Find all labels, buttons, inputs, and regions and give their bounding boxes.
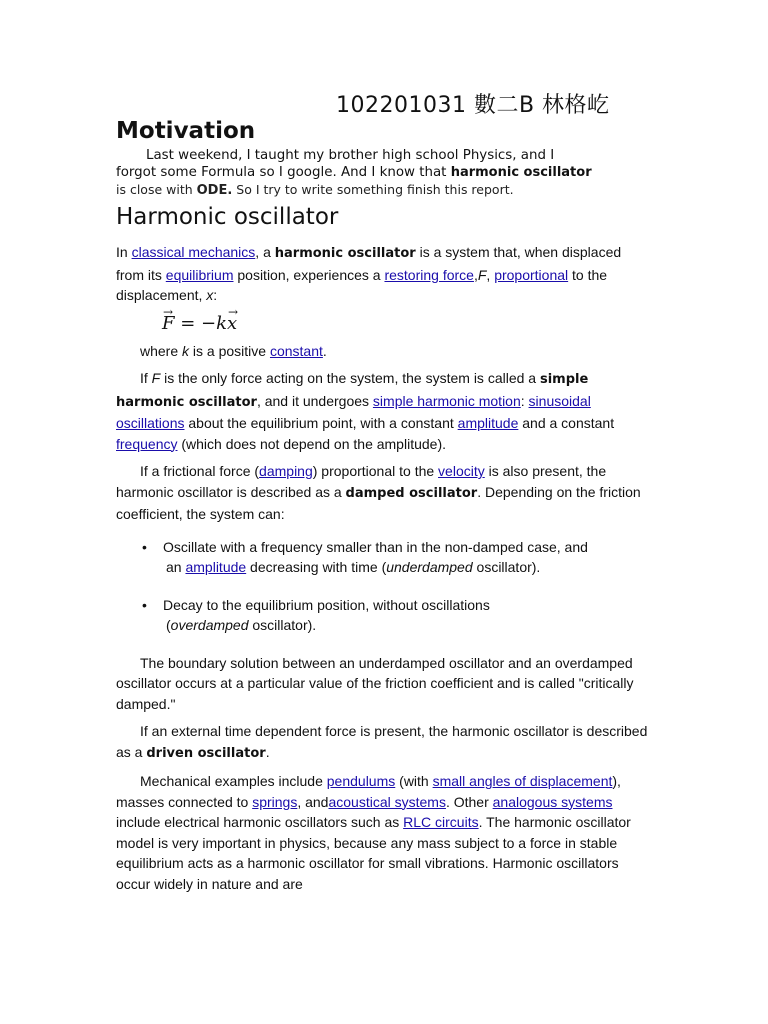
text: In <box>116 244 132 260</box>
link-oscillations[interactable]: oscillations <box>116 415 185 431</box>
text: , and <box>297 793 329 810</box>
italic-var: x <box>206 287 214 303</box>
text: is also present, the harmonic oscillator is described as a <box>116 463 607 500</box>
text: . <box>265 743 270 760</box>
link-restoring-force[interactable]: restoring force <box>384 266 474 283</box>
paragraph-damped <box>116 461 648 525</box>
bullet-icon: • <box>142 538 147 555</box>
motivation-line-3: is close with <box>116 182 197 197</box>
motivation-bold-term: harmonic oscillator <box>450 165 592 180</box>
link-small-angles[interactable]: small angles of displacement <box>432 773 613 789</box>
bold-term: harmonic oscillator <box>274 246 416 261</box>
motivation-ode: ODE. <box>196 183 233 198</box>
text: ), masses connected to <box>116 773 621 810</box>
bold-term: damped oscillator <box>345 485 478 501</box>
text: If an external time dependent force is present, the harmonic oscillator is described as a <box>116 723 648 760</box>
displacement-vector: → x <box>227 313 237 335</box>
text: Oscillate with a frequency smaller than in the non-damped case, and <box>163 538 588 555</box>
text: where <box>140 342 183 359</box>
italic-var: F <box>151 370 161 386</box>
spring-constant: k <box>216 312 228 334</box>
paragraph-definition <box>116 242 648 306</box>
text: include electrical harmonic oscillators such as <box>116 814 404 830</box>
bullet-icon: • <box>142 596 147 613</box>
text: is a positive <box>189 342 270 359</box>
hooke-equation <box>162 313 648 337</box>
link-rlc-circuits[interactable]: RLC circuits <box>403 814 479 830</box>
text: , <box>473 266 478 283</box>
text: If a frictional force ( <box>140 463 260 479</box>
motivation-paragraph <box>116 147 656 199</box>
motivation-line-1: Last weekend, I taught my brother high school Physics, and I <box>146 148 555 163</box>
text: an <box>166 559 186 575</box>
text: to the displacement, <box>116 266 608 303</box>
italic-term: underdamped <box>386 559 473 575</box>
paragraph-simple-harmonic <box>116 368 648 454</box>
text: Decay to the equilibrium position, without oscillations <box>163 596 490 613</box>
link-springs[interactable]: springs <box>252 793 298 810</box>
link-pendulums[interactable]: pendulums <box>326 773 396 789</box>
damping-cases-list <box>116 537 648 636</box>
text: . The harmonic oscillator model is very important in physics, because any mass subject to a force in stable equilibrium acts as a harmonic oscillator for small vibrations. Harmonic oscillators occur widely in nature and are <box>116 814 631 892</box>
bold-term: driven oscillator <box>146 745 266 761</box>
text: is a system that, when displaced from its <box>116 244 622 283</box>
text: and a constant <box>518 415 615 431</box>
link-equilibrium[interactable]: equilibrium <box>165 266 234 283</box>
bold-term: simple harmonic oscillator <box>116 372 589 410</box>
text: ) proportional to the <box>312 463 439 479</box>
force-vector: → F <box>162 313 175 335</box>
motivation-heading: Motivation <box>116 118 256 144</box>
text: decreasing with time ( <box>246 559 387 575</box>
text: : <box>213 287 218 303</box>
text: about the equilibrium point, with a constant <box>184 415 458 431</box>
motivation-line-2: forgot some Formula so I google. And I know that <box>116 165 451 180</box>
text: oscillator). <box>248 617 317 633</box>
motivation-line-3-end: So I try to write something finish this report. <box>232 182 514 197</box>
section-heading: Harmonic oscillator <box>116 204 339 230</box>
paragraph-driven <box>116 721 648 764</box>
text: : <box>520 392 529 409</box>
link-simple-harmonic-motion[interactable]: simple harmonic motion <box>372 392 521 409</box>
link-amplitude-2[interactable]: amplitude <box>185 559 247 575</box>
text: ( <box>166 617 171 633</box>
link-amplitude[interactable]: amplitude <box>457 415 519 431</box>
link-constant[interactable]: constant <box>269 342 323 359</box>
text: If <box>140 370 152 386</box>
link-damping[interactable]: damping <box>259 463 313 479</box>
link-acoustical-systems[interactable]: acoustical systems <box>328 793 446 810</box>
italic-term: overdamped <box>170 617 249 633</box>
link-frequency[interactable]: frequency <box>116 435 178 452</box>
paragraph-where <box>140 341 648 362</box>
link-analogous-systems[interactable]: analogous systems <box>492 793 613 810</box>
italic-var: F <box>477 266 487 283</box>
text: . Depending on the friction coefficient, the system can: <box>116 483 641 522</box>
text: oscillator). <box>472 559 541 575</box>
document-header: 102201031 數二B 林格屹 <box>336 93 610 118</box>
list-item <box>116 595 648 636</box>
link-classical-mechanics[interactable]: classical mechanics <box>131 244 256 260</box>
text: . <box>322 342 327 359</box>
link-sinusoidal[interactable]: sinusoidal <box>528 392 591 409</box>
text: . Other <box>445 793 493 810</box>
text: (which does not depend on the amplitude). <box>177 435 446 452</box>
list-item <box>116 537 648 578</box>
text: , and it undergoes <box>256 392 373 409</box>
equals-minus: = − <box>174 312 217 334</box>
paragraph-critical: The boundary solution between an underdamped oscillator and an overdamped oscillator occurs at a particular value of the friction coefficient and is called "critically damped." <box>116 654 634 712</box>
text: position, experiences a <box>233 266 385 283</box>
text: Mechanical examples include <box>140 773 327 789</box>
text: is the only force acting on the system, the system is called a <box>160 370 540 386</box>
paragraph-examples <box>116 771 648 894</box>
link-velocity[interactable]: velocity <box>438 463 485 479</box>
article-body <box>116 242 648 901</box>
italic-var: k <box>182 342 190 359</box>
text: , a <box>255 244 275 260</box>
text: (with <box>395 773 433 789</box>
text: , <box>486 266 495 283</box>
link-proportional[interactable]: proportional <box>494 266 569 283</box>
